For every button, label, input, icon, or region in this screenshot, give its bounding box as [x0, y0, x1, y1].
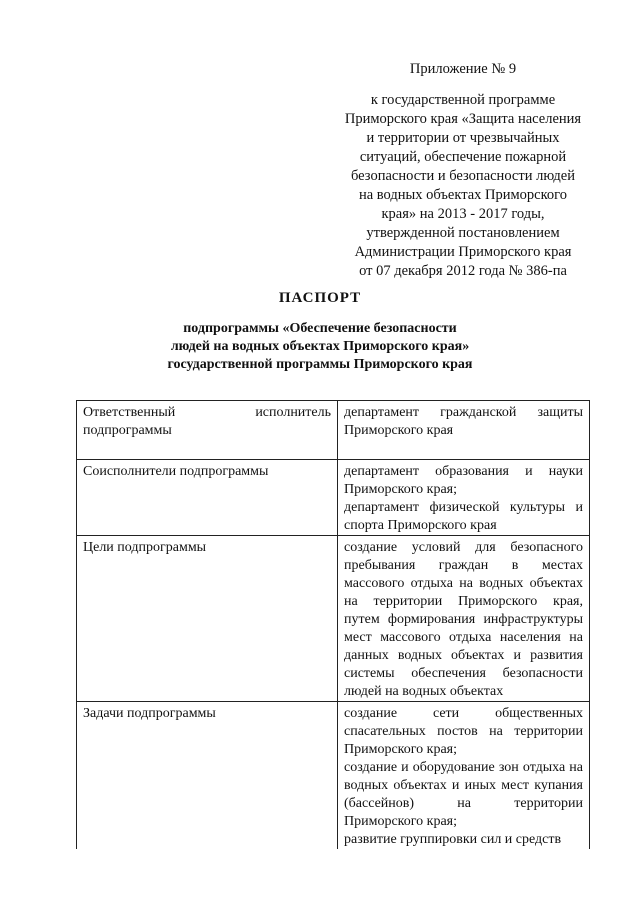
- row-label-coexecutors: [77, 460, 338, 536]
- passport-table: [76, 400, 590, 849]
- row-label-goals: [77, 536, 338, 702]
- value-text: создание и оборудование зон отдыха на водных объектах и иных мест купания (бассейнов) на территории Приморского края;: [344, 760, 583, 829]
- appendix-line: утвержденной постановлением: [366, 225, 560, 241]
- label-text: Задачи подпрограммы: [83, 706, 216, 721]
- row-value-tasks: [338, 702, 590, 850]
- appendix-line: безопасности и безопасности людей: [351, 168, 575, 184]
- label-text: Цели подпрограммы: [83, 540, 207, 555]
- subtitle-line: людей на водных объектах Приморского края»: [170, 339, 470, 354]
- table-row: [77, 702, 590, 850]
- appendix-line: ситуаций, обеспечение пожарной: [359, 149, 567, 165]
- passport-title: ПАСПОРТ: [278, 290, 362, 306]
- value-text: департамент образования и науки Приморского края;: [344, 464, 583, 497]
- label-text: Соисполнители подпрограммы: [83, 464, 269, 479]
- appendix-title: Приложение № 9: [409, 61, 517, 77]
- value-text: развитие группировки сил и средств: [344, 832, 562, 847]
- appendix-line: Администрации Приморского края: [354, 244, 572, 260]
- label-text: Ответственный: [83, 405, 176, 420]
- appendix-header: [338, 60, 588, 281]
- table-row: [77, 536, 590, 702]
- appendix-line: от 07 декабря 2012 года № 386-па: [359, 263, 567, 279]
- value-text: департамент гражданской защиты Приморского края: [344, 405, 583, 438]
- row-value-goals: [338, 536, 590, 702]
- table-row: [77, 460, 590, 536]
- subtitle-line: подпрограммы «Обеспечение безопасности: [183, 321, 457, 336]
- appendix-line: на водных объектах Приморского: [358, 187, 568, 203]
- row-value-responsible: [338, 401, 590, 460]
- value-text: создание сети общественных спасательных постов на территории Приморского края;: [344, 706, 583, 757]
- value-text: создание условий для безопасного пребывания граждан в местах массового отдыха на водных объектах на территории Приморского края, путем формирования инфраструктуры мест массового отдыха населения на данных водных объектах и развития системы обеспечения безопасности людей на водных объектах: [344, 540, 583, 699]
- passport-subtitle: [0, 320, 640, 374]
- table-row: [77, 401, 590, 460]
- label-text: исполнитель: [255, 405, 331, 420]
- subtitle-line: государственной программы Приморского края: [167, 357, 473, 372]
- appendix-line: к государственной программе: [370, 92, 556, 108]
- row-label-responsible: [77, 401, 338, 460]
- row-label-tasks: [77, 702, 338, 850]
- appendix-line: края» на 2013 - 2017 годы,: [381, 206, 545, 222]
- value-text: департамент физической культуры и спорта Приморского края: [344, 500, 583, 533]
- label-text: подпрограммы: [83, 423, 172, 438]
- row-value-coexecutors: [338, 460, 590, 536]
- appendix-line: и территории от чрезвычайных: [366, 130, 560, 146]
- appendix-line: Приморского края «Защита населения: [344, 111, 582, 127]
